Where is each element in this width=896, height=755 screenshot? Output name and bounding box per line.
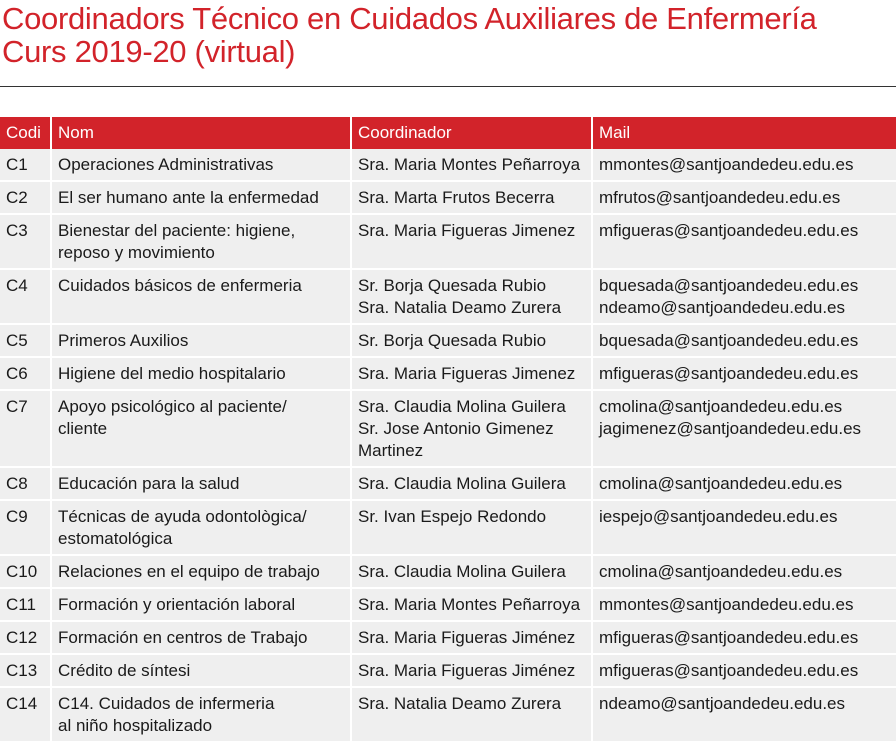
cell-coordinador bbox=[352, 589, 593, 622]
cell-mail bbox=[593, 468, 896, 501]
cell-mail bbox=[593, 501, 896, 556]
cell-codi: C12 bbox=[0, 622, 52, 655]
cell-coordinador bbox=[352, 501, 593, 556]
cell-coordinador-line: Sr. Jose Antonio Gimenez bbox=[358, 419, 554, 438]
cell-mail-line[interactable]: iespejo@santjoandedeu.edu.es bbox=[599, 507, 838, 526]
cell-mail-line[interactable]: jagimenez@santjoandedeu.edu.es bbox=[599, 419, 862, 438]
table-row bbox=[0, 655, 896, 688]
cell-nom bbox=[52, 149, 352, 182]
cell-coordinador-line: Sra. Marta Frutos Becerra bbox=[358, 188, 555, 207]
cell-nom-line: Formación y orientación laboral bbox=[58, 595, 296, 614]
cell-coordinador-line: Sra. Maria Montes Peñarroya bbox=[358, 595, 581, 614]
cell-nom-line: Primeros Auxilios bbox=[58, 331, 189, 350]
cell-nom bbox=[52, 270, 352, 325]
cell-codi: C9 bbox=[0, 501, 52, 556]
table-row bbox=[0, 556, 896, 589]
cell-coordinador-line: Martinez bbox=[358, 441, 424, 460]
cell-coordinador bbox=[352, 391, 593, 468]
cell-mail bbox=[593, 622, 896, 655]
cell-mail-line[interactable]: bquesada@santjoandedeu.edu.es bbox=[599, 276, 859, 295]
cell-nom bbox=[52, 556, 352, 589]
cell-nom-line: Cuidados básicos de enfermeria bbox=[58, 276, 302, 295]
cell-coordinador-line: Sra. Natalia Deamo Zurera bbox=[358, 298, 562, 317]
cell-coordinador bbox=[352, 556, 593, 589]
table-row bbox=[0, 468, 896, 501]
table-row bbox=[0, 182, 896, 215]
cell-coordinador bbox=[352, 358, 593, 391]
cell-mail-line[interactable]: mfigueras@santjoandedeu.edu.es bbox=[599, 628, 859, 647]
header-nom: Nom bbox=[52, 117, 352, 149]
cell-codi: C6 bbox=[0, 358, 52, 391]
header-mail: Mail bbox=[593, 117, 896, 149]
cell-codi: C11 bbox=[0, 589, 52, 622]
table-row bbox=[0, 688, 896, 743]
cell-nom-line: Higiene del medio hospitalario bbox=[58, 364, 286, 383]
cell-coordinador bbox=[352, 325, 593, 358]
title-line-1: Coordinadors Técnico en Cuidados Auxiliares de Enfermería bbox=[2, 1, 817, 36]
cell-mail bbox=[593, 688, 896, 743]
cell-codi: C8 bbox=[0, 468, 52, 501]
cell-mail bbox=[593, 556, 896, 589]
cell-nom bbox=[52, 391, 352, 468]
page-title bbox=[2, 2, 817, 68]
cell-coordinador bbox=[352, 215, 593, 270]
cell-mail-line[interactable]: mfigueras@santjoandedeu.edu.es bbox=[599, 221, 859, 240]
cell-nom bbox=[52, 655, 352, 688]
cell-nom-line: Relaciones en el equipo de trabajo bbox=[58, 562, 320, 581]
cell-mail-line[interactable]: mfigueras@santjoandedeu.edu.es bbox=[599, 364, 859, 383]
table-row bbox=[0, 589, 896, 622]
cell-mail bbox=[593, 215, 896, 270]
cell-nom bbox=[52, 622, 352, 655]
cell-coordinador-line: Sra. Claudia Molina Guilera bbox=[358, 474, 566, 493]
cell-coordinador-line: Sr. Ivan Espejo Redondo bbox=[358, 507, 547, 526]
cell-codi: C2 bbox=[0, 182, 52, 215]
cell-coordinador bbox=[352, 622, 593, 655]
cell-nom bbox=[52, 215, 352, 270]
cell-coordinador-line: Sra. Maria Figueras Jimenez bbox=[358, 364, 576, 383]
cell-mail bbox=[593, 391, 896, 468]
cell-mail bbox=[593, 149, 896, 182]
cell-coordinador-line: Sra. Claudia Molina Guilera bbox=[358, 562, 566, 581]
cell-nom-line: Técnicas de ayuda odontològica/ bbox=[58, 507, 307, 526]
cell-mail bbox=[593, 325, 896, 358]
cell-coordinador bbox=[352, 468, 593, 501]
cell-codi: C3 bbox=[0, 215, 52, 270]
table-row bbox=[0, 501, 896, 556]
cell-mail bbox=[593, 358, 896, 391]
cell-mail bbox=[593, 270, 896, 325]
cell-nom-line: estomatológica bbox=[58, 529, 173, 548]
cell-mail-line[interactable]: cmolina@santjoandedeu.edu.es bbox=[599, 397, 843, 416]
table-row bbox=[0, 391, 896, 468]
cell-nom-line: C14. Cuidados de infermeria bbox=[58, 694, 275, 713]
cell-codi: C14 bbox=[0, 688, 52, 743]
header-coordinador: Coordinador bbox=[352, 117, 593, 149]
cell-mail-line[interactable]: mfrutos@santjoandedeu.edu.es bbox=[599, 188, 841, 207]
cell-coordinador-line: Sr. Borja Quesada Rubio bbox=[358, 331, 547, 350]
coordinators-table bbox=[0, 117, 896, 743]
cell-nom-line: Educación para la salud bbox=[58, 474, 240, 493]
cell-nom-line: El ser humano ante la enfermedad bbox=[58, 188, 319, 207]
cell-mail bbox=[593, 655, 896, 688]
table-row bbox=[0, 622, 896, 655]
cell-nom bbox=[52, 589, 352, 622]
title-line-2: Curs 2019-20 (virtual) bbox=[2, 34, 296, 69]
cell-coordinador bbox=[352, 149, 593, 182]
header-codi: Codi bbox=[0, 117, 52, 149]
cell-codi: C1 bbox=[0, 149, 52, 182]
cell-coordinador bbox=[352, 182, 593, 215]
cell-nom-line: cliente bbox=[58, 419, 108, 438]
cell-coordinador-line: Sr. Borja Quesada Rubio bbox=[358, 276, 547, 295]
cell-codi: C10 bbox=[0, 556, 52, 589]
cell-coordinador-line: Sra. Maria Montes Peñarroya bbox=[358, 155, 581, 174]
cell-nom bbox=[52, 182, 352, 215]
cell-mail-line[interactable]: bquesada@santjoandedeu.edu.es bbox=[599, 331, 859, 350]
cell-mail-line[interactable]: mfigueras@santjoandedeu.edu.es bbox=[599, 661, 859, 680]
cell-mail-line[interactable]: ndeamo@santjoandedeu.edu.es bbox=[599, 298, 846, 317]
cell-mail bbox=[593, 589, 896, 622]
cell-coordinador-line: Sra. Maria Figueras Jimenez bbox=[358, 221, 576, 240]
cell-nom-line: reposo y movimiento bbox=[58, 243, 215, 262]
table-row bbox=[0, 325, 896, 358]
cell-nom bbox=[52, 325, 352, 358]
cell-coordinador bbox=[352, 270, 593, 325]
cell-nom bbox=[52, 358, 352, 391]
cell-coordinador-line: Sra. Maria Figueras Jiménez bbox=[358, 661, 576, 680]
cell-mail bbox=[593, 182, 896, 215]
cell-mail-line[interactable]: mmontes@santjoandedeu.edu.es bbox=[599, 155, 854, 174]
table-row bbox=[0, 270, 896, 325]
table-body bbox=[0, 149, 896, 743]
cell-nom-line: Operaciones Administrativas bbox=[58, 155, 274, 174]
cell-nom-line: Apoyo psicológico al paciente/ bbox=[58, 397, 287, 416]
cell-codi: C7 bbox=[0, 391, 52, 468]
table-row bbox=[0, 358, 896, 391]
cell-coordinador-line: Sra. Claudia Molina Guilera bbox=[358, 397, 566, 416]
cell-mail-line[interactable]: ndeamo@santjoandedeu.edu.es bbox=[599, 694, 846, 713]
cell-mail-line[interactable]: mmontes@santjoandedeu.edu.es bbox=[599, 595, 854, 614]
title-divider bbox=[0, 86, 896, 87]
cell-nom bbox=[52, 688, 352, 743]
cell-nom bbox=[52, 501, 352, 556]
table-row bbox=[0, 215, 896, 270]
cell-nom-line: Formación en centros de Trabajo bbox=[58, 628, 308, 647]
cell-mail-line[interactable]: cmolina@santjoandedeu.edu.es bbox=[599, 562, 843, 581]
cell-nom-line: al niño hospitalizado bbox=[58, 716, 213, 735]
cell-coordinador-line: Sra. Maria Figueras Jiménez bbox=[358, 628, 576, 647]
cell-nom-line: Bienestar del paciente: higiene, bbox=[58, 221, 296, 240]
cell-mail-line[interactable]: cmolina@santjoandedeu.edu.es bbox=[599, 474, 843, 493]
cell-nom bbox=[52, 468, 352, 501]
cell-coordinador bbox=[352, 655, 593, 688]
cell-coordinador-line: Sra. Natalia Deamo Zurera bbox=[358, 694, 562, 713]
table-row bbox=[0, 149, 896, 182]
table-header-row bbox=[0, 117, 896, 149]
cell-nom-line: Crédito de síntesi bbox=[58, 661, 191, 680]
cell-codi: C5 bbox=[0, 325, 52, 358]
cell-codi: C4 bbox=[0, 270, 52, 325]
cell-coordinador bbox=[352, 688, 593, 743]
cell-codi: C13 bbox=[0, 655, 52, 688]
